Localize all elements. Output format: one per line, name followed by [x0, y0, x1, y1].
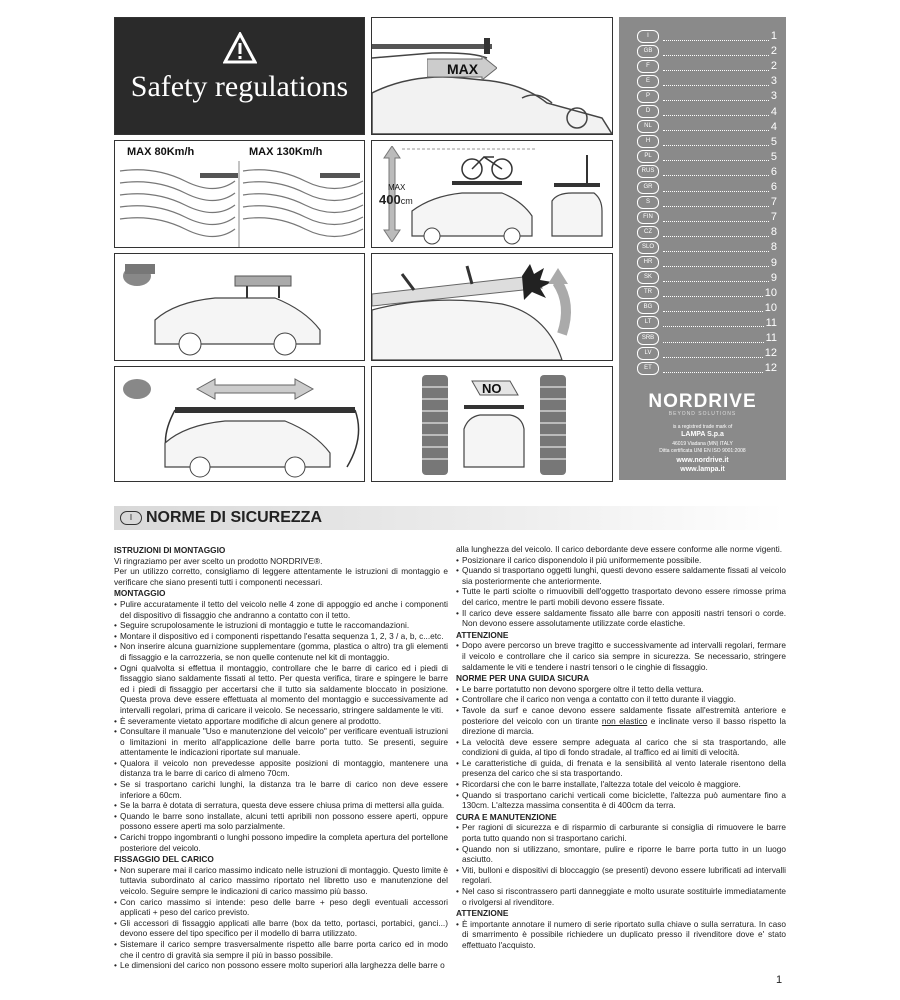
- language-page-number: 8: [770, 226, 777, 239]
- language-code-badge: ET: [637, 362, 659, 375]
- load-list: [114, 865, 448, 971]
- long-load-illustration: [115, 367, 364, 481]
- section-header: [114, 506, 784, 530]
- dot-leader: [663, 107, 769, 116]
- dot-leader: [663, 303, 763, 312]
- language-code-badge: CZ: [637, 226, 659, 239]
- language-page-number: 12: [764, 347, 777, 360]
- brand-logo: NORDRIVE: [648, 391, 757, 412]
- list-item: • È severamente vietato apportare modifiche di alcun genere al prodotto.: [114, 716, 448, 727]
- height-unit: cm: [400, 196, 413, 206]
- list-item: • Consultare il manuale "Uso e manutenzione del veicolo" per verificare eventuali istruzioni o limitazioni in merito all'applicazione delle barre porta tutto. Se presenti, seguire attentamente le indicazioni riportate sul manuale.: [114, 726, 448, 758]
- language-code-badge: FIN: [637, 211, 659, 224]
- list-item: • Quando si trasportano carichi verticali come biciclette, l'altezza può aumentare fino a 130cm. L'altezza massima consentita è di 400cm da terra.: [456, 790, 786, 811]
- language-code-badge: F: [637, 60, 659, 73]
- language-code-badge: P: [637, 90, 659, 103]
- language-page-number: 2: [770, 45, 777, 58]
- height-value: 400: [379, 192, 401, 207]
- list-item: • Qualora il veicolo non prevedesse apposite posizioni di montaggio, mantenere una distanza tra le barre di carico di almeno 70cm.: [114, 758, 448, 779]
- heading-attention-2: ATTENZIONE: [456, 908, 509, 919]
- heading-mount: MONTAGGIO: [114, 588, 166, 599]
- language-page-number: 10: [764, 286, 777, 299]
- website-nordrive[interactable]: www.nordrive.it: [676, 457, 729, 464]
- strap-panel: [114, 253, 365, 361]
- dot-leader: [663, 318, 764, 327]
- dot-leader: [663, 198, 769, 207]
- list-item-text: Tavole da surf e canoe devono essere saldamente fissate all'estremità anteriore e posteriore del veicolo con un tirante: [462, 704, 786, 726]
- language-page-number: 9: [770, 271, 777, 284]
- driving-list-rest: [456, 737, 786, 811]
- language-row[interactable]: [637, 346, 777, 360]
- certification: Ditta certificata UNI EN ISO 9001:2008: [659, 448, 746, 454]
- trademark-note: is a registred trade mark of: [672, 424, 733, 430]
- intro-usage: Per un utilizzo corretto, consigliamo di leggere attentamente le istruzioni di montaggio e verificare che siano presenti tutti i componenti necessari.: [114, 566, 448, 587]
- language-page-number: 8: [770, 241, 777, 254]
- underlined-text: non elastico: [601, 715, 648, 726]
- language-code-badge: S: [637, 196, 659, 209]
- list-item: • Ricordarsi che con le barre installate, l'altezza totale del veicolo è maggiore.: [456, 779, 786, 790]
- language-row[interactable]: [637, 180, 777, 194]
- list-item: • Pulire accuratamente il tetto del veicolo nelle 4 zone di appoggio ed anche i componenti del dispositivo di fissaggio che andranno a contatto con il tetto.: [114, 599, 448, 620]
- roof-max-panel: [371, 17, 613, 135]
- list-item: • Ogni qualvolta si effettua il montaggio, controllare che le barre di carico ed i piedi di fissaggio siano saldamente fissati al tetto. Per questa verifica, tirare e spingere le barre ed i piedi di fissaggio per accertarsi che il tutto sia saldamente bloccato in posizione. Questa prova deve essere effettuata al momento del montaggio e successivamente ad intervalli regolari, prima di caricare il veicolo. Se necessario, stringere saldamente le viti.: [114, 663, 448, 716]
- dot-leader: [663, 152, 769, 161]
- height-panel: [371, 140, 613, 248]
- language-code-badge: LT: [637, 316, 659, 329]
- care-list: [456, 822, 786, 907]
- list-item: • Nel caso si riscontrassero parti danneggiate e molto usurate sostituirle immediatamente o rivolgersi al rivenditore.: [456, 886, 786, 907]
- language-row[interactable]: [637, 89, 777, 103]
- long-load-panel: [114, 366, 365, 482]
- list-item: • Quando si trasportano oggetti lunghi, questi devono essere saldamente fissati al veicolo sia posteriormente che anteriormente.: [456, 565, 786, 586]
- language-page-number: 4: [770, 120, 777, 133]
- list-item: • Sistemare il carico sempre trasversalmente rispetto alle barre porta carico ed in modo che il centro di gravità sia sempre il più in basso possibile.: [114, 939, 448, 960]
- list-item: • Gli accessori di fissaggio applicati alle barre (box da tetto, portasci, portabici, ganci...) devono essere del tipo specifico per il modello di barra utilizzato.: [114, 918, 448, 939]
- company-address: 46019 Viadana (MN) ITALY: [672, 441, 733, 447]
- strap-car-illustration: [115, 254, 364, 360]
- dot-leader: [663, 258, 769, 267]
- speed-80-label: MAX 80Km/h: [127, 146, 195, 158]
- language-page-number: 11: [765, 332, 777, 344]
- load-list-continued: [456, 555, 786, 629]
- dot-leader: [663, 167, 769, 176]
- bike-car-illustration: [372, 141, 612, 247]
- language-row[interactable]: [637, 195, 777, 209]
- language-code-badge: PL: [637, 150, 659, 163]
- language-page-number: 6: [770, 165, 777, 178]
- language-page-number: 3: [770, 90, 777, 103]
- list-item: • Non superare mai il carico massimo indicato nelle istruzioni di montaggio. Questo limite è tuttavia subordinato al carico massimo riportato nel libretto uso e manutenzione del veicolo. Seguire sempre le indicazioni di carico massimo più basso.: [114, 865, 448, 897]
- dot-leader: [663, 364, 763, 373]
- dot-leader: [663, 273, 769, 282]
- language-row[interactable]: [637, 105, 777, 119]
- language-row[interactable]: [637, 29, 777, 43]
- heading-safe-driving: NORME PER UNA GUIDA SICURA: [456, 673, 590, 684]
- language-code-badge: SLO: [637, 241, 659, 254]
- language-page-number: 2: [770, 60, 777, 73]
- language-row[interactable]: [637, 256, 777, 270]
- language-row[interactable]: [637, 150, 777, 164]
- language-row[interactable]: [637, 361, 777, 375]
- load-continued: alla lunghezza del veicolo. Il carico debordante deve essere conforme alle norme vigenti.: [456, 544, 783, 554]
- language-row[interactable]: [637, 240, 777, 254]
- list-item: • Le caratteristiche di guida, di frenata e la sensibilità al vento laterale risentono della presenza del carico che si sta trasportando.: [456, 758, 786, 779]
- language-code-badge: RUS: [637, 165, 659, 178]
- closeup-illustration: [372, 254, 612, 360]
- dot-leader: [663, 32, 769, 41]
- language-row[interactable]: [637, 316, 777, 330]
- language-page-number: 3: [770, 75, 777, 88]
- list-item: • Tutte le parti sciolte o rimuovibili dell'oggetto trasportato devono essere rimosse prima del carico, mentre le parti mobili devono essere fissate.: [456, 586, 786, 607]
- text-column-right: [456, 544, 786, 951]
- list-item: • Montare il dispositivo ed i componenti rispettando l'esatta sequenza 1, 2, 3 / a, b, c...etc.: [114, 631, 448, 642]
- list-item: • Dopo avere percorso un breve tragitto e successivamente ad intervalli regolari, fermare il veicolo e controllare che il carico sia sempre in sicurezza. Se necessario, stringere saldamente le viti e tendere i nastri tensori o le cinghie di fissaggio.: [456, 640, 786, 672]
- list-item: • Le barre portatutto non devono sporgere oltre il tetto della vettura.: [456, 684, 786, 695]
- heading-care: CURA E MANUTENZIONE: [456, 811, 557, 822]
- dot-leader: [663, 137, 769, 146]
- language-code-badge: E: [637, 75, 659, 88]
- list-item: • Posizionare il carico disponendolo il più uniformemente possibile.: [456, 555, 786, 566]
- dot-leader: [663, 122, 769, 131]
- title-panel: [114, 17, 365, 135]
- language-row[interactable]: [637, 120, 777, 134]
- language-code-badge: SRB: [637, 332, 659, 345]
- speed-panel: [114, 140, 365, 248]
- heading-install: ISTRUZIONI DI MONTAGGIO: [114, 545, 226, 555]
- list-item: [456, 705, 786, 737]
- intro-thanks: Vi ringraziamo per aver scelto un prodotto NORDRIVE®.: [114, 555, 323, 566]
- language-row[interactable]: [637, 301, 777, 315]
- dot-leader: [663, 47, 769, 56]
- language-page-number: 10: [764, 301, 777, 314]
- language-row[interactable]: [637, 331, 777, 345]
- wind-car-illustration: [115, 141, 364, 247]
- language-code-badge: GB: [637, 45, 659, 58]
- language-row[interactable]: [637, 210, 777, 224]
- dot-leader: [663, 183, 769, 192]
- max-label: MAX: [447, 61, 479, 77]
- language-code-badge: D: [637, 105, 659, 118]
- dot-leader: [663, 349, 763, 358]
- list-item: • Non inserire alcuna guarnizione supplementare (gomma, plastica o altro) tra gli elementi di fissaggio e la carrozzeria, se non quelle contenute nel kit di montaggio.: [114, 641, 448, 662]
- language-page-number: 6: [770, 181, 777, 193]
- language-page-number: 4: [770, 105, 777, 118]
- dot-leader: [663, 213, 769, 222]
- brand-subtitle: BEYOND SOLUTIONS: [668, 411, 737, 417]
- dot-leader: [663, 243, 769, 252]
- page-title: Safety regulations: [130, 70, 349, 103]
- list-item: • Viti, bulloni e dispositivi di bloccaggio (se presenti) devono essere lubrificati ad intervalli regolari.: [456, 865, 786, 886]
- language-code-badge: NL: [637, 120, 659, 133]
- language-code-badge: HR: [637, 256, 659, 269]
- language-page-number: 9: [770, 256, 777, 269]
- language-code-badge: SK: [637, 271, 659, 284]
- language-code-badge: LV: [637, 347, 659, 360]
- list-item: • Quando non si utilizzano, smontare, pulire e riporre le barre porta tutto in un luogo asciutto.: [456, 844, 786, 865]
- language-row[interactable]: [637, 74, 777, 88]
- language-row[interactable]: [637, 59, 777, 73]
- speed-130-label: MAX 130Km/h: [249, 146, 323, 158]
- company-name: LAMPA S.p.a: [681, 431, 724, 438]
- language-page-number: 5: [770, 135, 777, 148]
- list-item: • Se la barra è dotata di serratura, questa deve essere chiusa prima di mettersi alla guida.: [114, 800, 448, 811]
- driving-list: [456, 684, 786, 737]
- list-item-text: e inclinate verso il basso rispetto la direzione di marcia.: [462, 715, 786, 737]
- language-row[interactable]: [637, 44, 777, 58]
- list-item: • Carichi troppo ingombranti o lunghi possono impedire la completa apertura del portellone posteriore del veicolo.: [114, 832, 448, 853]
- language-page-number: 1: [770, 30, 777, 42]
- section-title: NORME DI SICUREZZA: [146, 509, 322, 526]
- list-item: • Per ragioni di sicurezza e di risparmio di carburante si consiglia di rimuovere le barre porta tutto quando non si trasportano carichi.: [456, 822, 786, 843]
- dot-leader: [663, 92, 769, 101]
- attention-list-2: [456, 919, 786, 951]
- language-row[interactable]: [637, 271, 777, 285]
- language-code-badge: BG: [637, 301, 659, 314]
- height-max-label: MAX: [388, 183, 406, 192]
- language-row[interactable]: [637, 286, 777, 300]
- language-code-badge: I: [637, 30, 659, 43]
- dot-leader: [663, 62, 769, 71]
- language-code-badge: TR: [637, 286, 659, 299]
- language-code-badge: H: [637, 135, 659, 148]
- list-item: • Con carico massimo si intende: peso delle barre + peso degli eventuali accessori applicati + peso del carico previsto.: [114, 897, 448, 918]
- language-row[interactable]: [637, 135, 777, 149]
- mount-list: [114, 599, 448, 853]
- attention-list-1: [456, 640, 786, 672]
- language-row[interactable]: [637, 225, 777, 239]
- dot-leader: [663, 228, 769, 237]
- list-item: • È importante annotare il numero di serie riportato sulla chiave o sulla serratura. In caso di smarrimento è possibile richiedere un duplicato presso il rivenditore dove e' stato effettuato l'acquisto.: [456, 919, 786, 951]
- language-page-number: 11: [765, 316, 777, 329]
- language-page-number: 12: [764, 362, 777, 375]
- closeup-panel: [371, 253, 613, 361]
- list-item: • Il carico deve essere saldamente fissato alle barre con appositi nastri tensori o corde. Non devono essere assolutamente utilizzate corde elastiche.: [456, 608, 786, 629]
- language-badge: I: [120, 511, 142, 525]
- carwash-panel: [371, 366, 613, 482]
- dot-leader: [663, 77, 769, 86]
- language-page-number: 7: [770, 196, 777, 209]
- text-column-left: [114, 544, 448, 971]
- list-item: • Seguire scrupolosamente le istruzioni di montaggio e tutte le raccomandazioni.: [114, 620, 448, 631]
- language-page-number: 5: [770, 150, 777, 163]
- list-item: • La velocità deve essere sempre adeguata al carico che si sta trasportando, alle condizioni di guida, al tipo di fondo stradale, al traffico ed ai limiti di velocità.: [456, 737, 786, 758]
- warning-icon: [223, 32, 257, 64]
- language-page-number: 7: [770, 211, 777, 224]
- language-code-badge: GR: [637, 181, 659, 194]
- list-item: • Le dimensioni del carico non possono essere molto superiori alla larghezza delle barre o: [114, 960, 448, 971]
- dot-leader: [663, 288, 763, 297]
- list-item: • Quando le barre sono installate, alcuni tetti apribili non possono essere aperti, oppure possono essere aperti ma solo parzialmente.: [114, 811, 448, 832]
- language-index: [619, 17, 786, 480]
- list-item: • Se si trasportano carichi lunghi, la distanza tra le barre di carico non deve essere inferiore a 60cm.: [114, 779, 448, 800]
- list-item: • Controllare che il carico non venga a contatto con il tetto durante il viaggio.: [456, 694, 786, 705]
- website-lampa[interactable]: www.lampa.it: [680, 466, 725, 473]
- page-number: 1: [776, 974, 783, 986]
- no-label: NO: [482, 381, 502, 396]
- dot-leader: [663, 334, 764, 343]
- heading-load: FISSAGGIO DEL CARICO: [114, 854, 214, 865]
- language-row[interactable]: [637, 165, 777, 179]
- heading-attention-1: ATTENZIONE: [456, 629, 509, 640]
